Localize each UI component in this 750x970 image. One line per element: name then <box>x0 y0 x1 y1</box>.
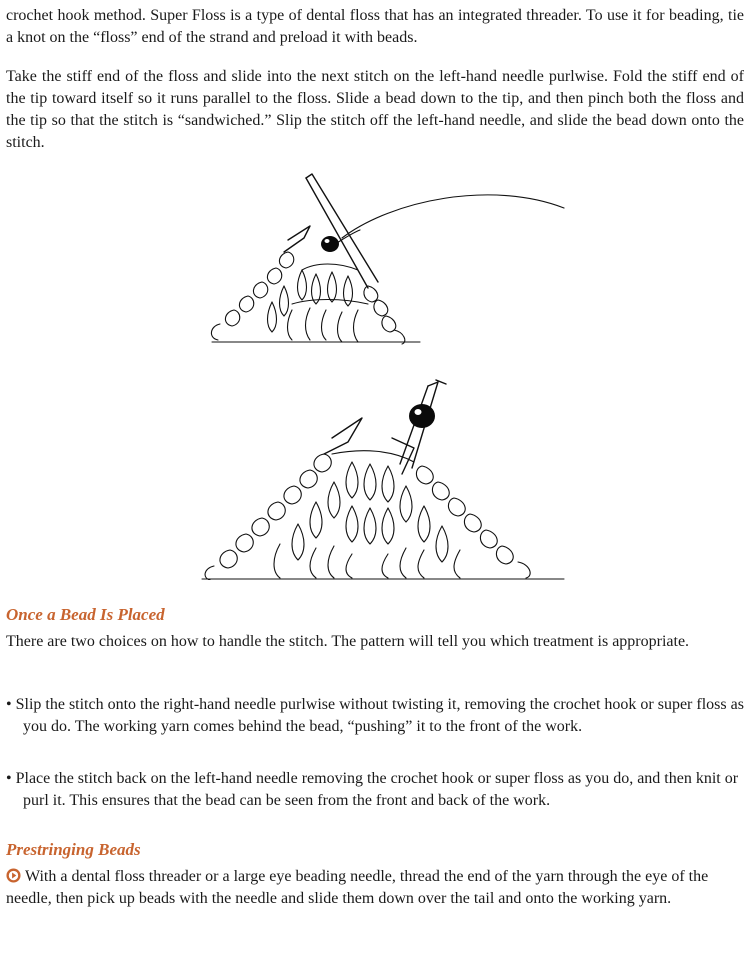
floss-strand <box>342 195 564 238</box>
paragraph-intro-continued: crochet hook method. Super Floss is a type of dental floss that has an integrated threader. To use it for beading, tie a knot on the “floss” end of the strand and preload it with beads. <box>6 7 744 46</box>
section-heading-once-placed: Once a Bead Is Placed <box>6 605 165 624</box>
knitting-floss-bead-illustration <box>192 170 572 345</box>
paragraph-floss-steps: Take the stiff end of the floss and slide into the next stitch on the left-hand needle purlwise. Fold the stiff end of the tip toward itself so it runs parallel to the floss. Slide a bead down to the tip, and then pinch both the floss and the tip so that the stitch is “sandwiched.” Slip the stitch off the left-hand needle, and slide the bead down onto the stitch. <box>6 68 744 151</box>
list-item: • Slip the stitch onto the right-hand needle purlwise without twisting it, removing the crochet hook or super floss as you do. The working yarn comes behind the bead, “pushing” it to the front of the work. <box>6 696 744 735</box>
paragraph-prestringing <box>6 866 744 910</box>
knitting-bead-on-stitch-illustration <box>192 378 572 580</box>
prestringing-text: With a dental floss threader or a large eye beading needle, thread the end of the yarn through the eye of the needle, then pick up beads with the needle and slide them down over the tail and onto the working yarn. <box>6 868 709 907</box>
paragraph-choices: There are two choices on how to handle the stitch. The pattern will tell you which treatment is appropriate. <box>6 633 690 650</box>
bead-shape <box>321 236 339 252</box>
section-heading-prestringing: Prestringing Beads <box>6 840 141 859</box>
list-item: • Place the stitch back on the left-hand needle removing the crochet hook or super floss as you do, and then knit or purl it. This ensures that the bead can be seen from the front and back of the work. <box>6 770 739 809</box>
play-circle-icon <box>6 868 21 883</box>
bead-shape <box>409 404 435 428</box>
